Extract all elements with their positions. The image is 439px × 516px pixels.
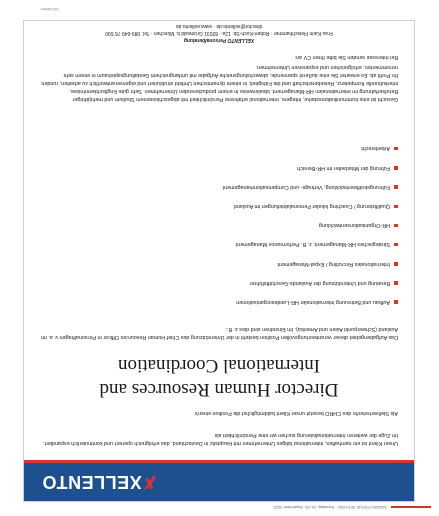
task-item: Führung der Mitarbeiter im HR-Bereich (40, 165, 398, 171)
job-title-line-2: International Coordination (117, 355, 321, 376)
task-item: Führungskräfteentwicklung, Vertrags- und Compensationmanagement (40, 184, 398, 190)
task-item: Qualifizierung / Coaching lokaler Personalabteilungen im Ausland (40, 203, 398, 209)
logo-text: XELLENTO (42, 472, 142, 492)
application-call: Bei Interesse senden Sie bitte Ihren CV an: (294, 54, 398, 60)
ad-header (24, 463, 414, 501)
contact-firm: XELLENTO Personalberatung (183, 37, 255, 43)
tasks-intro: Das Aufgabengebiet dieser verantwortungsvollen Position besteht in der Unterstützung des Chief Human Resources Officer in Personalfragen v. a. im Ausland (Schwerpunkt Asien und Amerika). Im Einzelnen sind dies z. B.: (41, 326, 398, 340)
task-item: Internationales Recruiting / Expat-Management (40, 261, 398, 267)
job-title-line-1: Director Human Resources and (99, 379, 339, 400)
logo-x-mark: ✗ (141, 472, 158, 492)
contact-address: Frau Karin Fleischhammer · Robert-Koch-Str. 12a · 82031 Grünwald b. München · Tel. 089-649 76 590 (105, 30, 333, 36)
task-item: Arbeitsrecht (40, 146, 398, 152)
task-item: HR-Organisationsentwicklung (40, 222, 398, 228)
page-info (181, 505, 431, 510)
accent-divider (24, 460, 414, 463)
contact-web: director@xellento.de · www.xellento.de (175, 23, 263, 29)
job-advertisement (23, 20, 415, 502)
task-item: Beratung und Unterstützung der Auslands-Geschäftsführer (40, 280, 398, 286)
task-item: Aufbau und Betreuung internationaler HR-Landesorganisationen (40, 299, 398, 305)
intro-paragraph: Unser Klient ist ein namhaftes, international tätiges Unternehmen mit Hauptsitz in Deutschland, das erfolgreich operiert und kontinuierlich expandiert. Im Zuge der weiteren Internationalisierung suchen wir eine Persönlichkeit als (42, 432, 398, 446)
page-info-bar (391, 506, 431, 508)
profile-paragraph: Gesucht ist eine kommunikationsstarke, integere, international erfahrene Persönlichkeit mit abgeschlossenem Studium und mehrjähriger Berufserfahrung im internationalen HR-Management, idealerweise in einem produzierenden Unternehmen. Sehr gute Englischkenntnisse, interkulturelle Kompetenz, Reisebereitschaft und die Fähigkeit, in einem dynamischen Umfeld strukturiert und eigenverantwortlich zu arbeiten, runden Ihr Profil ab. Es erwartet Sie eine äußerst spannende, abwechslungsreiche Aufgabe mit umfangreichem Gestaltungsspielraum in einem sehr renommierten, erfolgreichen und expansiven Unternehmen. (41, 64, 398, 102)
corner-mark: SZ/Stellen (40, 7, 59, 12)
contact-block (40, 22, 398, 43)
brand-logo (42, 471, 157, 492)
page-info-text: SÜDDEUTSCHE ZEITUNG · Samstag, 24./25. September 2022 (273, 505, 387, 510)
task-item: Strategisches HR-Management, z. B. Performance Management (40, 241, 398, 247)
task-list (40, 132, 398, 305)
search-line: Als Stellvertreter/in des CHRO besetzt unser Klient baldmöglichst die Position einer/s (194, 410, 398, 416)
job-title (34, 353, 404, 401)
